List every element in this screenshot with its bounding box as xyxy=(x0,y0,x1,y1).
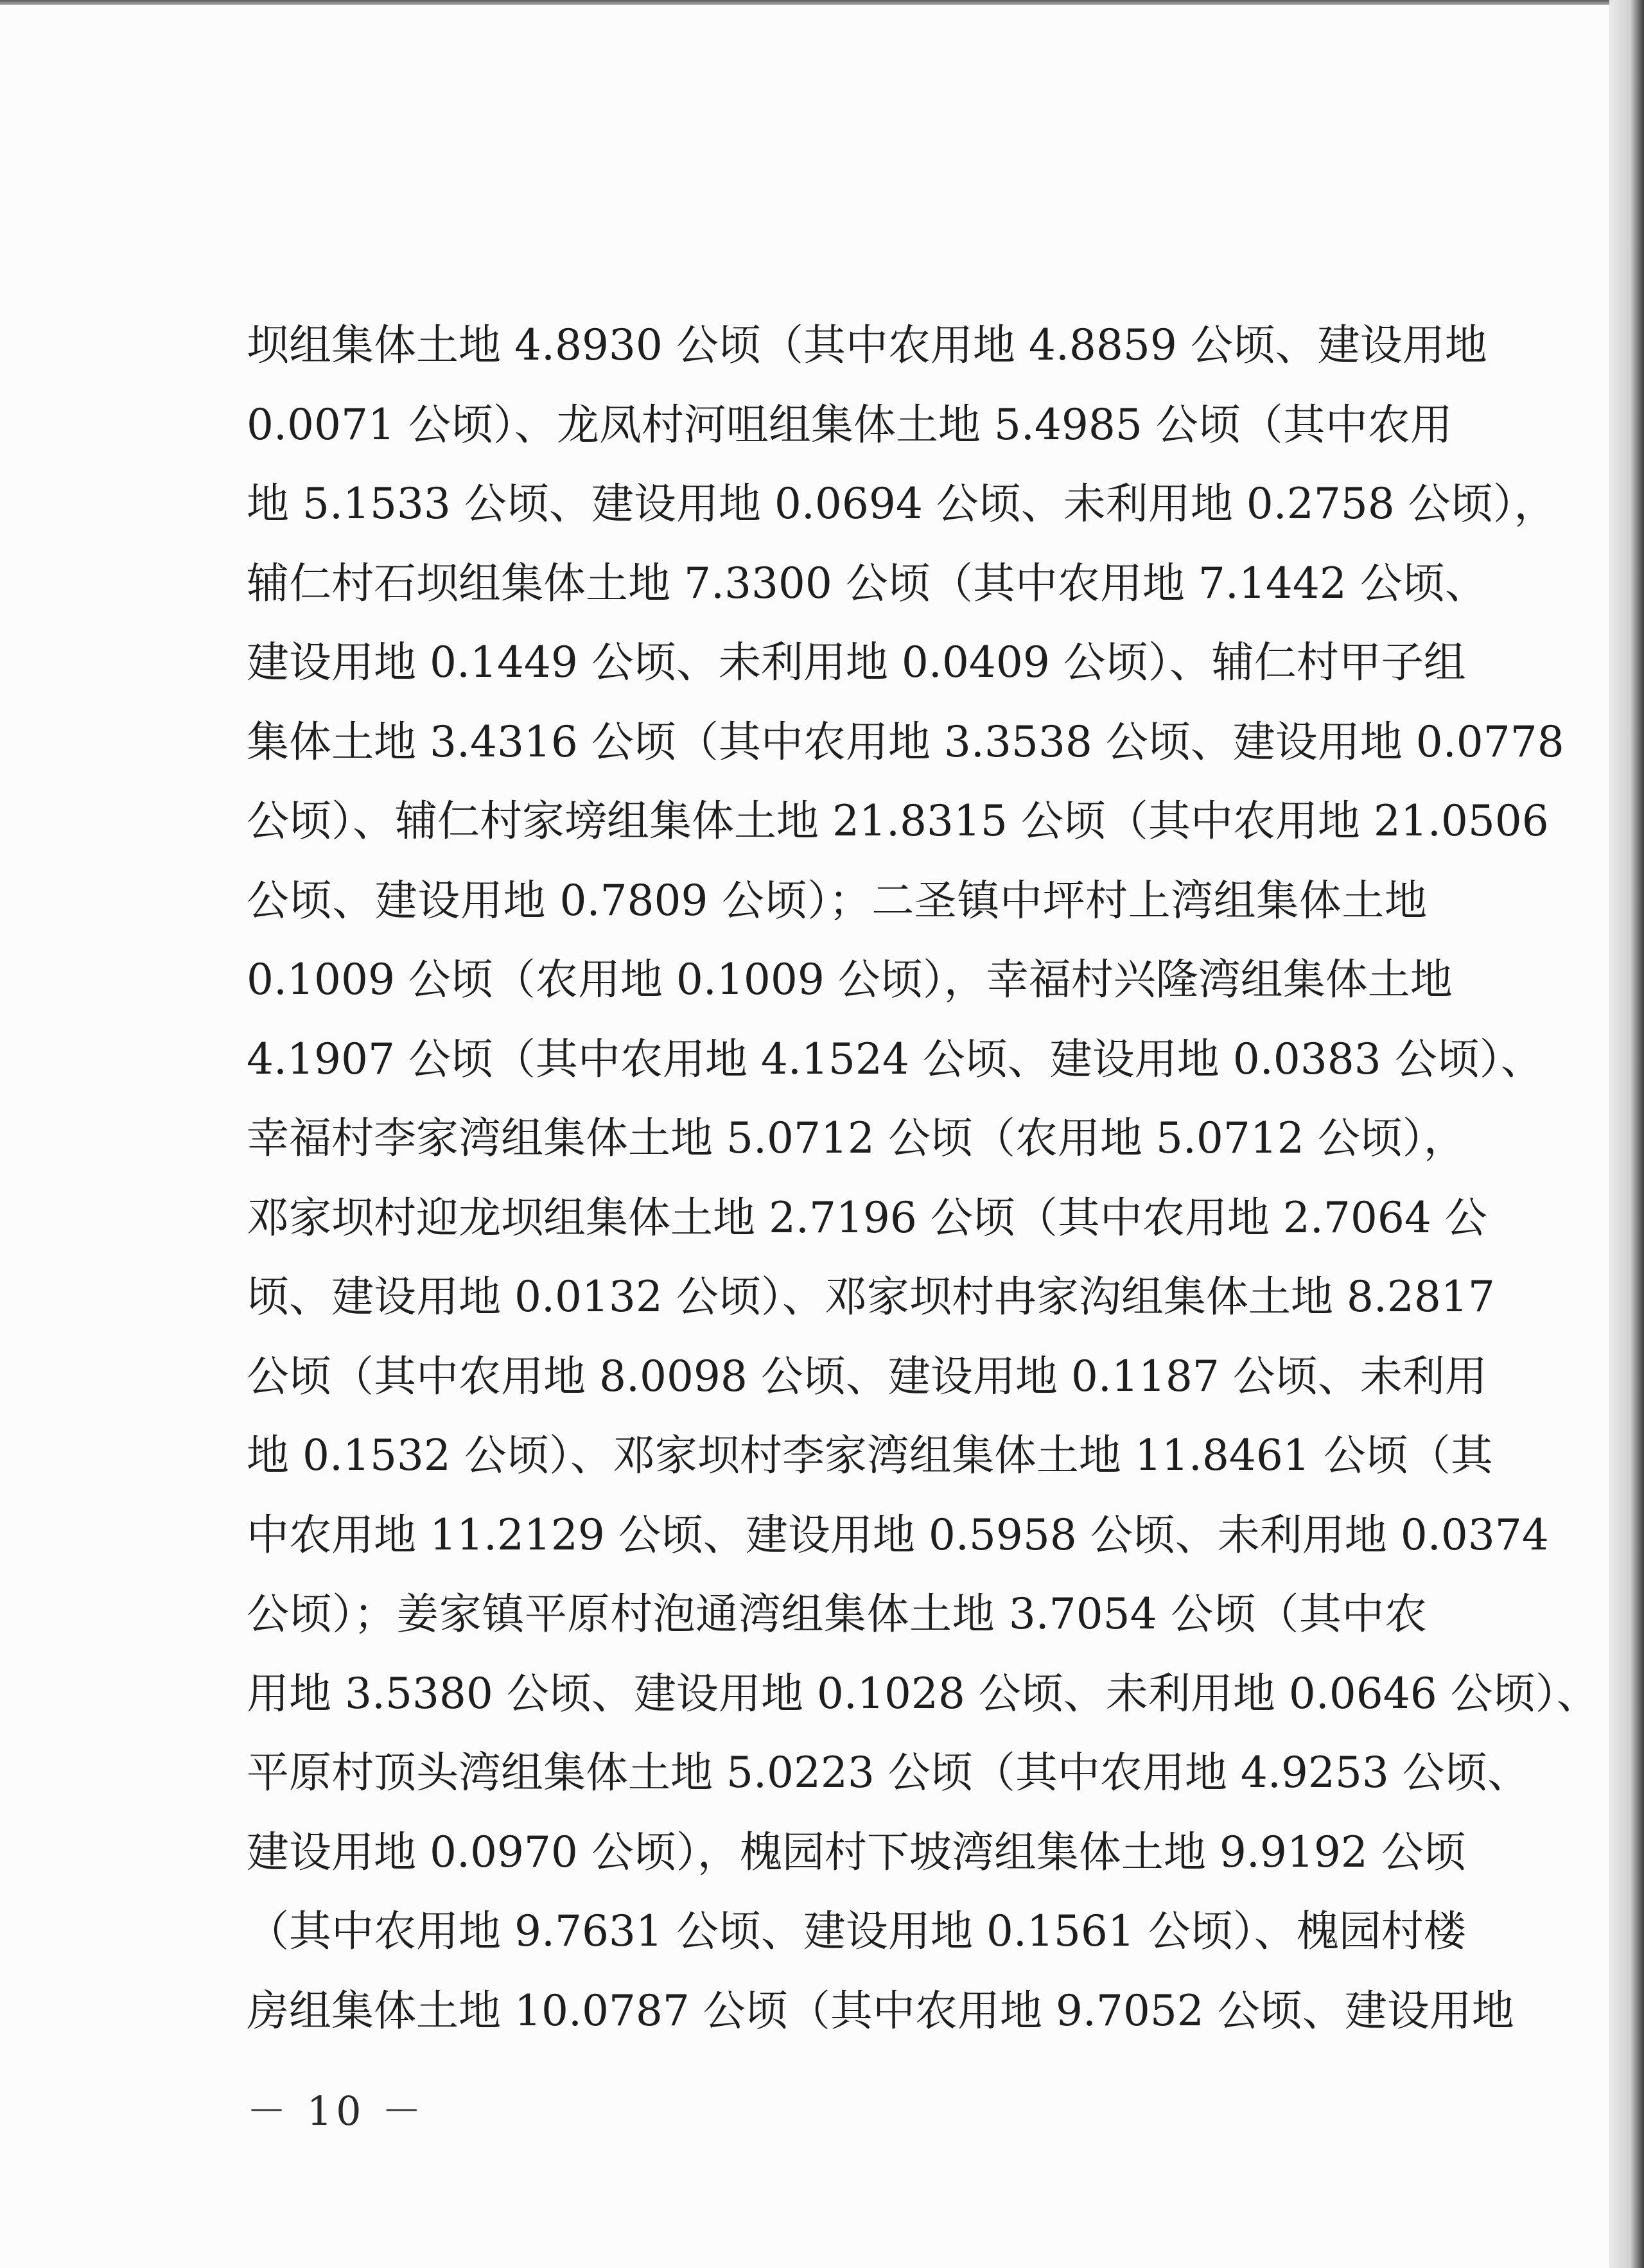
body-paragraph xyxy=(247,306,1599,2050)
text-line: 坝组集体土地 4.8930 公顷（其中农用地 4.8859 公顷、建设用地 xyxy=(247,320,1487,370)
text-line: 辅仁村石坝组集体土地 7.3300 公顷（其中农用地 7.1442 公顷、 xyxy=(247,558,1487,608)
text-line: 公顷）、辅仁村家塝组集体土地 21.8315 公顷（其中农用地 21.0506 xyxy=(247,796,1549,846)
text-line: 4.1907 公顷（其中农用地 4.1524 公顷、建设用地 0.0383 公顷）、 xyxy=(247,1034,1543,1084)
text-line: 公顷、建设用地 0.7809 公顷）；二圣镇中坪村上湾组集体土地 xyxy=(247,875,1427,925)
text-line: （其中农用地 9.7631 公顷、建设用地 0.1561 公顷）、槐园村楼 xyxy=(247,1906,1466,1956)
scan-right-edge xyxy=(1609,0,1644,2268)
text-line: 用地 3.5380 公顷、建设用地 0.1028 公顷、未利用地 0.0646 公顷）、 xyxy=(247,1668,1599,1718)
text-line: 地 0.1532 公顷）、邓家坝村李家湾组集体土地 11.8461 公顷（其 xyxy=(247,1431,1493,1480)
text-line: 建设用地 0.0970 公顷），槐园村下坡湾组集体土地 9.9192 公顷 xyxy=(247,1827,1466,1877)
document-page xyxy=(0,5,1611,2268)
text-line: 集体土地 3.4316 公顷（其中农用地 3.3538 公顷、建设用地 0.0778 xyxy=(247,717,1564,767)
page-number: － 10 － xyxy=(247,2088,426,2134)
text-line: 地 5.1533 公顷、建设用地 0.0694 公顷、未利用地 0.2758 公顷）， xyxy=(247,479,1557,528)
text-line: 0.0071 公顷）、龙凤村河咀组集体土地 5.4985 公顷（其中农用 xyxy=(247,399,1453,449)
text-line: 顷、建设用地 0.0132 公顷）、邓家坝村冉家沟组集体土地 8.2817 xyxy=(247,1272,1495,1322)
text-line: 公顷（其中农用地 8.0098 公顷、建设用地 0.1187 公顷、未利用 xyxy=(247,1351,1487,1401)
text-line: 幸福村李家湾组集体土地 5.0712 公顷（农用地 5.0712 公顷）， xyxy=(247,1113,1466,1163)
text-line: 建设用地 0.1449 公顷、未利用地 0.0409 公顷）、辅仁村甲子组 xyxy=(247,638,1466,687)
text-line: 房组集体土地 10.0787 公顷（其中农用地 9.7052 公顷、建设用地 xyxy=(247,1985,1514,2036)
text-line: 邓家坝村迎龙坝组集体土地 2.7196 公顷（其中农用地 2.7064 公 xyxy=(247,1192,1487,1243)
text-line: 平原村顶头湾组集体土地 5.0223 公顷（其中农用地 4.9253 公顷、 xyxy=(247,1748,1530,1797)
text-line: 公顷）；姜家镇平原村泡通湾组集体土地 3.7054 公顷（其中农 xyxy=(247,1589,1427,1639)
text-line: 中农用地 11.2129 公顷、建设用地 0.5958 公顷、未利用地 0.0374 xyxy=(247,1510,1549,1560)
text-line: 0.1009 公顷（农用地 0.1009 公顷），幸福村兴隆湾组集体土地 xyxy=(247,955,1453,1004)
